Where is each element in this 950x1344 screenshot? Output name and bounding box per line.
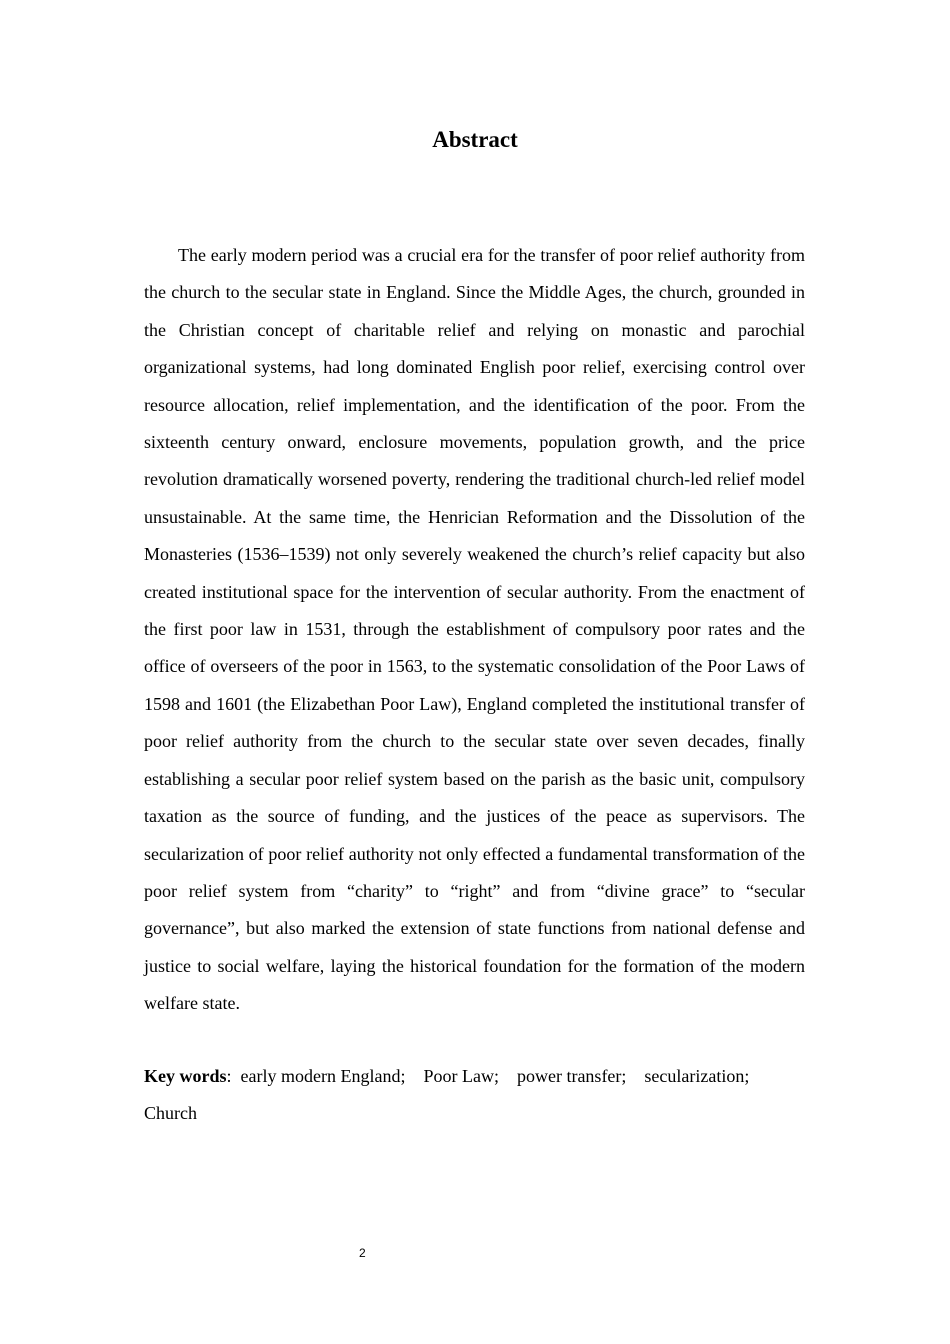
abstract-paragraph: The early modern period was a crucial era for the transfer of poor relief authority from the church to the secular state in England. Since the Middle Ages, the church, grounded in the Christian concept of charitable relief and relying on monastic and parochial organizational systems, had long dominated English poor relief, exercising control over resource allocation, relief implementation, and the identification of the poor. From the sixteenth century onward, enclosure movements, population growth, and the price revolution dramatically worsened poverty, rendering the traditional church-led relief model unsustainable. At the same time, the Henrician Reformation and the Dissolution of the Monasteries (1536–1539) not only severely weakened the church’s relief capacity but also created institutional space for the intervention of secular authority. From the enactment of the first poor law in 1531, through the establishment of compulsory poor rates and the office of overseers of the poor in 1563, to the systematic consolidation of the Poor Laws of 1598 and 1601 (the Elizabethan Poor Law), England completed the institutional transfer of poor relief authority from the church to the secular state over seven decades, finally establishing a secular poor relief system based on the parish as the basic unit, compulsory taxation as the source of funding, and the justices of the peace as supervisors. The secularization of poor relief authority not only effected a fundamental transformation of the poor relief system from “charity” to “right” and from “divine grace” to “secular governance”, but also marked the extension of state functions from national defense and justice to social welfare, laying the historical foundation for the formation of the modern welfare state.: [144, 245, 805, 1014]
page-title: Abstract: [432, 127, 518, 152]
keyword-item: Poor Law;: [423, 1066, 499, 1086]
keyword-item: power transfer;: [516, 1066, 627, 1086]
page-number: 2: [359, 1246, 366, 1260]
keyword-item: early modern England;: [240, 1066, 406, 1086]
keywords-line: [144, 1058, 805, 1133]
keywords-label: Key words: [144, 1066, 227, 1086]
keywords-colon: :: [226, 1066, 232, 1086]
keyword-item: Church: [144, 1103, 197, 1124]
keyword-item: secularization;: [644, 1066, 750, 1086]
